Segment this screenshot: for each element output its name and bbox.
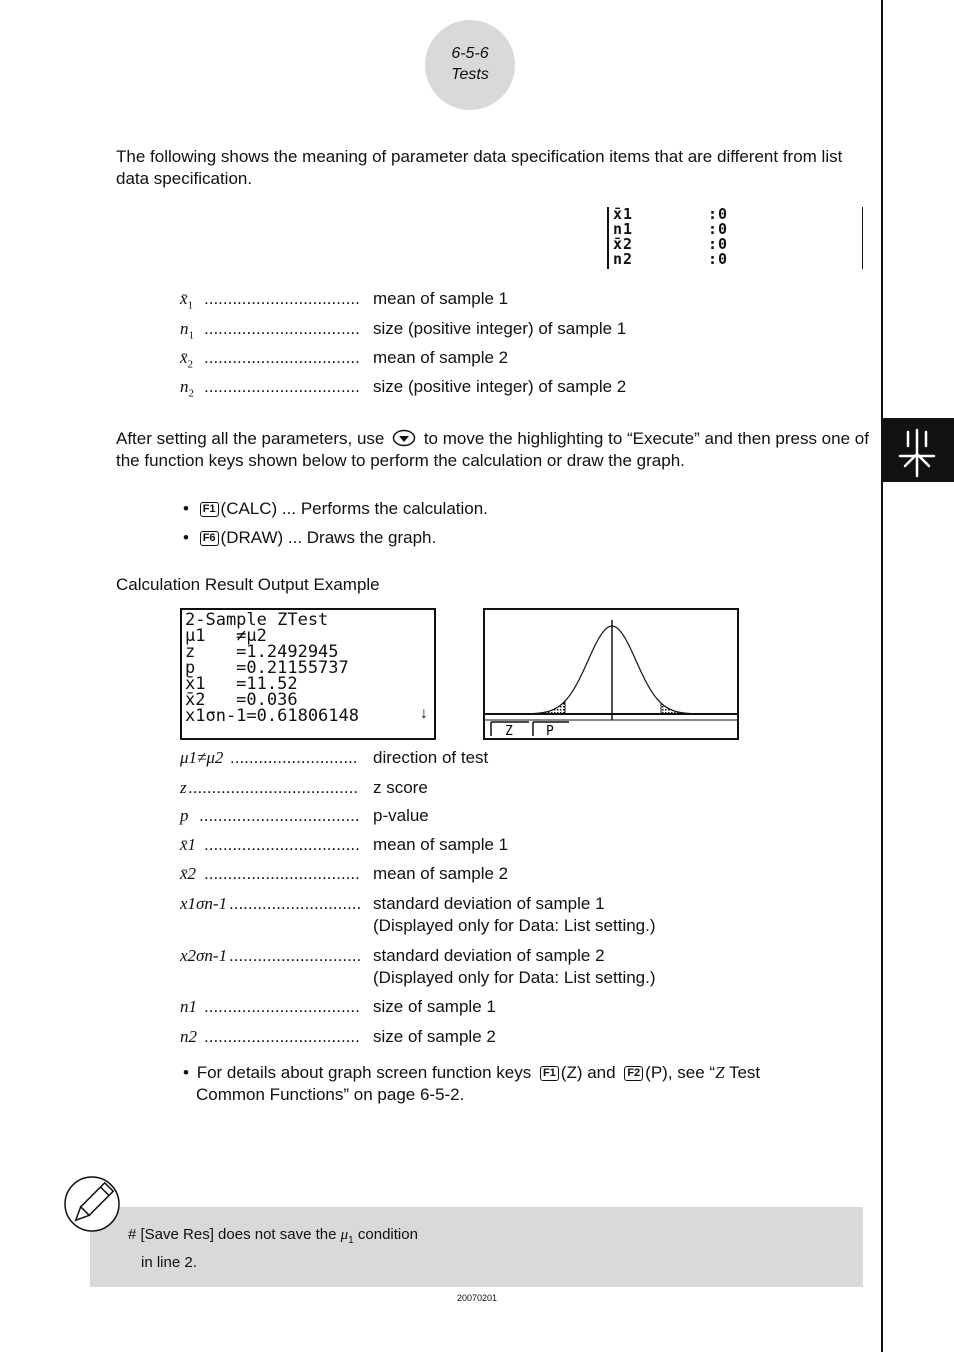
cursor-down-key-icon [392, 429, 416, 447]
param-row: n2 :0 [613, 250, 729, 268]
normal-distribution-graph-screen [483, 608, 739, 740]
instructions-paragraph: After setting all the parameters, use to move the highlighting to “Execute” and then press one of the function keys shown below to perform the calculation or draw the graph. [116, 429, 869, 470]
calculation-result-screen: 2-Sample ZTest μ1 ≠μ2 z =1.2492945 p =0.21155737 x̄1 =11.52 x̄2 =0.036 x1σn-1=0.61806148 ↓ [180, 608, 436, 740]
section-name: Tests [451, 66, 489, 83]
f1-key-icon: F1 [200, 502, 219, 517]
param-row: n1 :0 [613, 220, 729, 238]
function-key-item: • F1 (CALC) ... Performs the calculation. [183, 499, 488, 518]
scroll-down-arrow-icon: ↓ [420, 705, 428, 722]
graph-menu-bar [491, 722, 569, 738]
param-row: x̄2 :0 [613, 235, 729, 253]
graph-menu-z: Z [505, 724, 513, 738]
param-row: x̄1 :0 [613, 205, 729, 223]
statistics-chapter-icon [895, 424, 939, 478]
output-example-heading: Calculation Result Output Example [116, 575, 380, 594]
side-note-box [90, 1207, 863, 1287]
f1-key-icon: F1 [540, 1066, 559, 1081]
document-code: 20070201 [456, 1293, 498, 1303]
page-number-badge [425, 20, 515, 110]
page-number: 6-5-6 [451, 45, 489, 62]
details-note: • For details about graph screen function keys F1 (Z) and F2 (P), see “Z Test Common Functions” on page 6-5-2. [183, 1063, 761, 1104]
parameter-screen [607, 207, 863, 269]
normal-curve-graph [485, 610, 737, 738]
side-note-text: # [Save Res] does not save the $\mu_1$ condition in line 2. [128, 1226, 418, 1271]
chapter-tab [881, 418, 954, 482]
right-margin-rule [881, 0, 883, 1352]
function-key-item: • F6 (DRAW) ... Draws the graph. [183, 528, 437, 547]
f2-key-icon: F2 [624, 1066, 643, 1081]
pencil-note-icon [63, 1175, 121, 1233]
f6-key-icon: F6 [200, 531, 219, 546]
graph-menu-p: P [546, 724, 554, 738]
density-curve [485, 626, 737, 714]
intro-paragraph: The following shows the meaning of parameter data specification items that are different from list data specification. [116, 147, 843, 188]
